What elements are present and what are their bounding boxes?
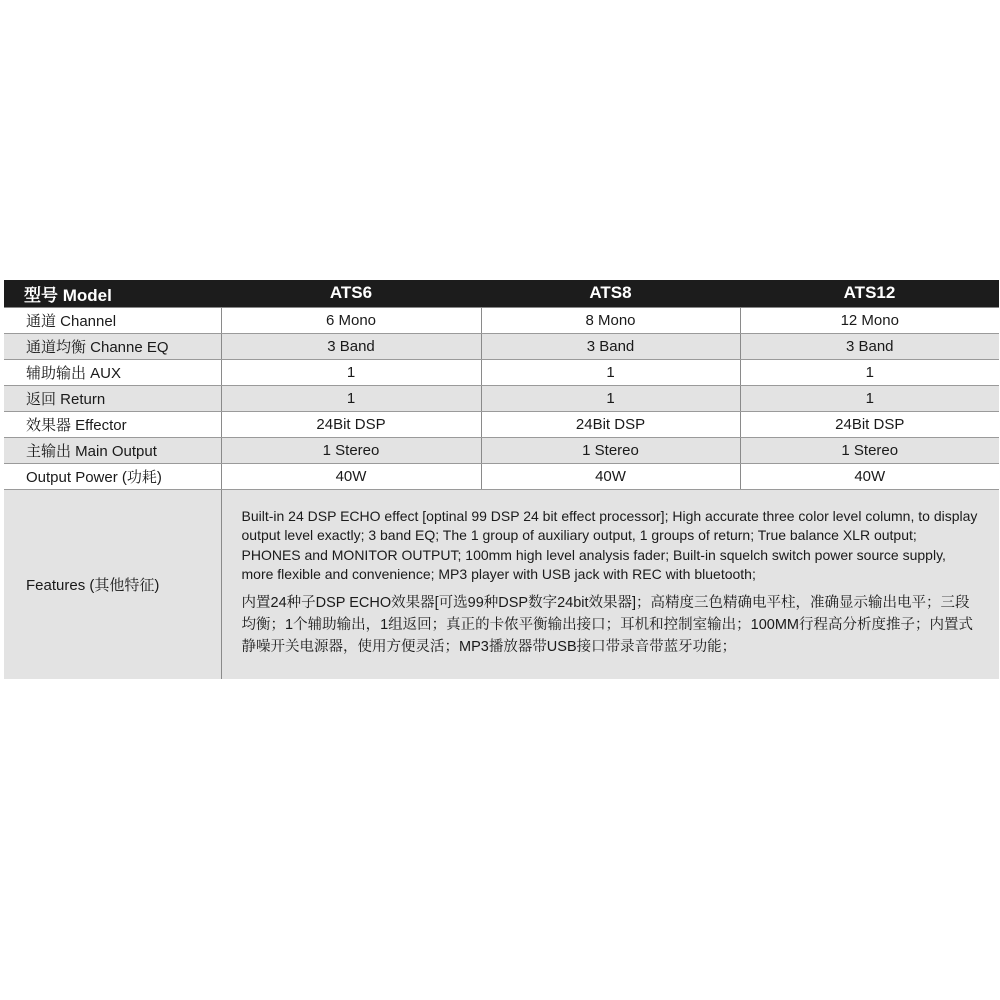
table-row-return	[4, 385, 999, 411]
cell-ats8: 3 Band	[481, 333, 740, 359]
cell-ats12: 1	[740, 359, 999, 385]
cell-ats12: 1	[740, 385, 999, 411]
cell-ats8: 40W	[481, 463, 740, 489]
table-row-channel	[4, 307, 999, 333]
features-cell	[221, 489, 999, 679]
table-row-aux	[4, 359, 999, 385]
table-row-features	[4, 489, 999, 679]
header-model-ats12: ATS12	[740, 280, 999, 307]
cell-ats12: 3 Band	[740, 333, 999, 359]
features-english-text: Built-in 24 DSP ECHO effect [optinal 99 DSP 24 bit effect processor]; High accurate three color level column, to display output level exactly; 3 band EQ; The 1 group of auxiliary output, 1 groups of return; True balance XLR output; PHONES and MONITOR OUTPUT; 100mm high level analysis fader; Built-in squelch switch power source supply, more flexible and convenience; MP3 player with USB jack with REC with bluetooth;	[241, 507, 978, 583]
table-header-row	[4, 280, 999, 307]
table-row-output-power	[4, 463, 999, 489]
cell-ats6: 24Bit DSP	[221, 411, 481, 437]
table-row-effector	[4, 411, 999, 437]
features-label: Features (其他特征)	[4, 489, 221, 679]
cell-ats6: 1	[221, 359, 481, 385]
cell-ats8: 8 Mono	[481, 307, 740, 333]
cell-ats8: 1 Stereo	[481, 437, 740, 463]
row-label: 效果器 Effector	[4, 411, 221, 437]
header-model-label: 型号 Model	[4, 280, 221, 307]
row-label: Output Power (功耗)	[4, 463, 221, 489]
table-row-eq	[4, 333, 999, 359]
cell-ats8: 24Bit DSP	[481, 411, 740, 437]
header-model-ats6: ATS6	[221, 280, 481, 307]
cell-ats8: 1	[481, 385, 740, 411]
features-content	[222, 497, 1000, 672]
cell-ats6: 3 Band	[221, 333, 481, 359]
row-label: 通道 Channel	[4, 307, 221, 333]
cell-ats12: 12 Mono	[740, 307, 999, 333]
cell-ats8: 1	[481, 359, 740, 385]
cell-ats6: 6 Mono	[221, 307, 481, 333]
cell-ats12: 24Bit DSP	[740, 411, 999, 437]
cell-ats12: 1 Stereo	[740, 437, 999, 463]
row-label: 主输出 Main Output	[4, 437, 221, 463]
header-model-ats8: ATS8	[481, 280, 740, 307]
row-label: 辅助输出 AUX	[4, 359, 221, 385]
cell-ats6: 40W	[221, 463, 481, 489]
cell-ats12: 40W	[740, 463, 999, 489]
cell-ats6: 1 Stereo	[221, 437, 481, 463]
features-chinese-text: 内置24种子DSP ECHO效果器[可选99种DSP数字24bit效果器]；高精度三色精确电平柱，准确显示输出电平；三段均衡；1个辅助输出，1组返回；真正的卡侬平衡输出接口；耳机和控制室输出；100MM行程高分析度推子；内置式静噪开关电源器，使用方便灵活；MP3播放器带USB接口带录音带蓝牙功能；	[241, 594, 973, 655]
spec-table	[4, 280, 999, 679]
table-row-main-output	[4, 437, 999, 463]
row-label: 返回 Return	[4, 385, 221, 411]
row-label: 通道均衡 Channe EQ	[4, 333, 221, 359]
cell-ats6: 1	[221, 385, 481, 411]
